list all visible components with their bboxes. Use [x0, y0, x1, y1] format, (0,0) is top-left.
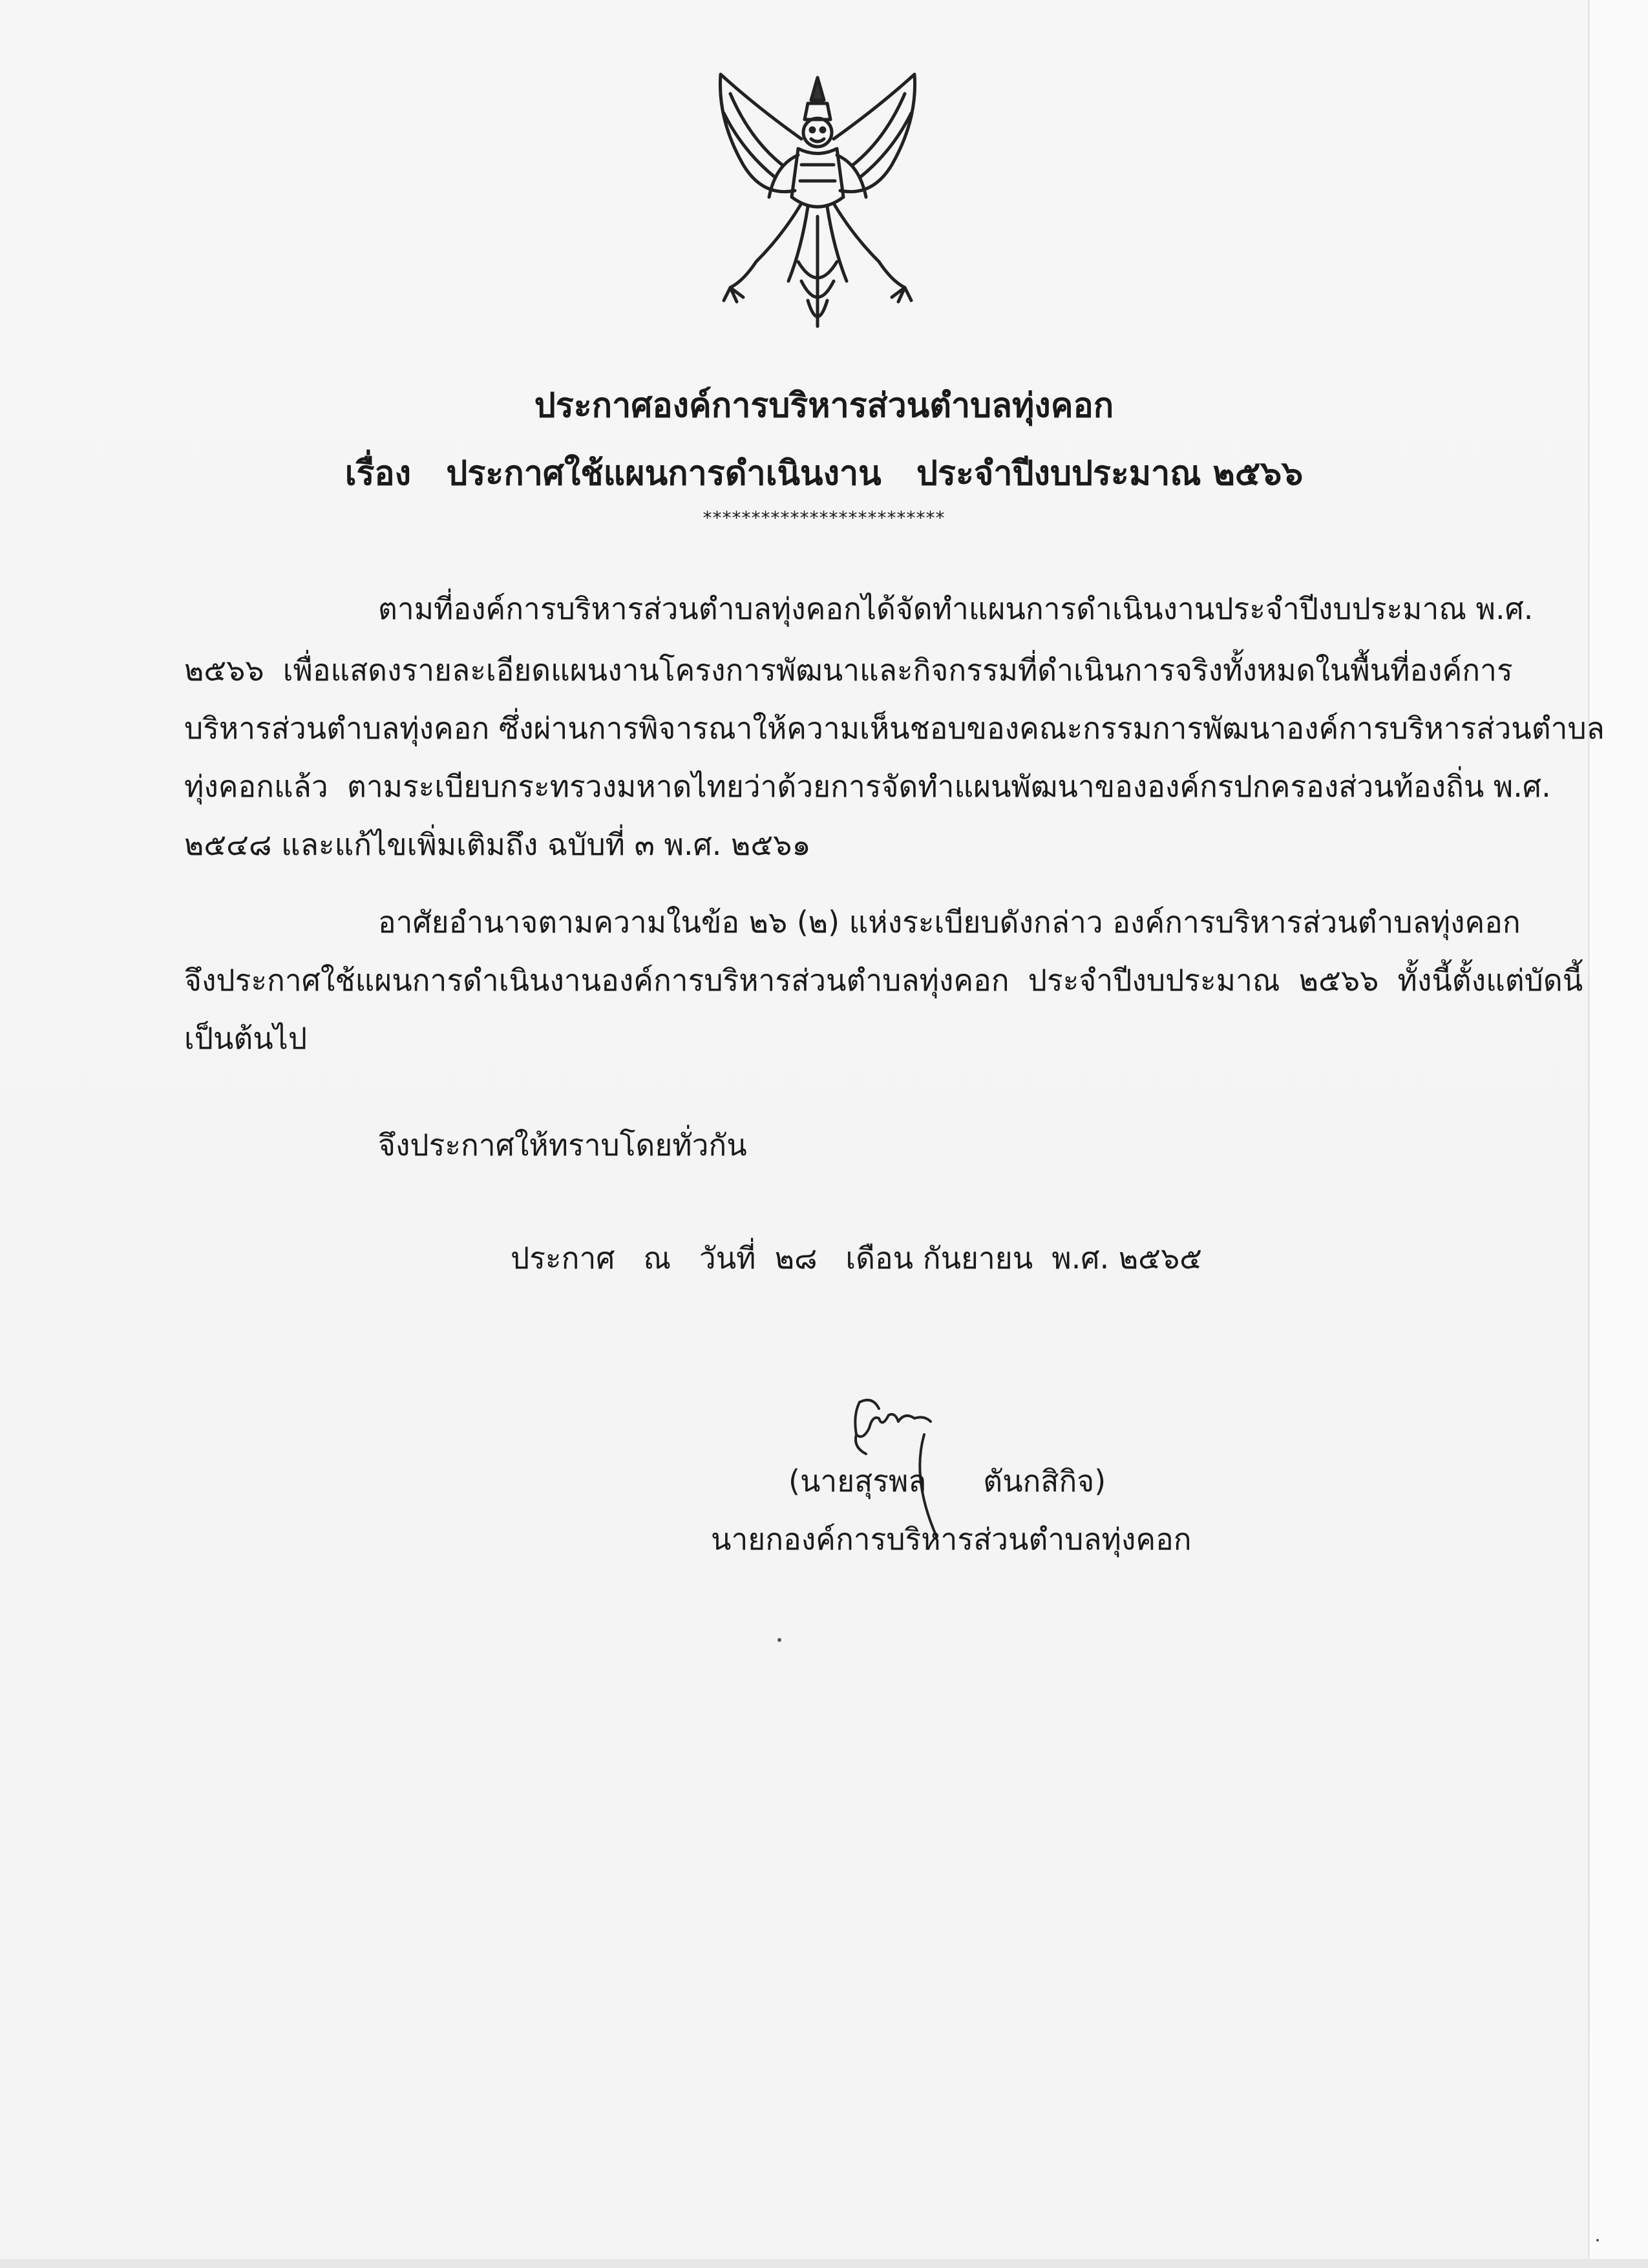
subject-text: ประกาศใช้แผนการดำเนินงาน: [446, 454, 882, 493]
paragraph1-line: ตามที่องค์การบริหารส่วนตำบลทุ่งคอกได้จัดทำแผนการดำเนินงานประจำปีงบประมาณ พ.ศ.: [378, 591, 1534, 626]
document-subject: [0, 446, 1648, 499]
paragraph1-line: ทุ่งคอกแล้ว ตามระเบียบกระทรวงมหาดไทยว่าด้วยการจัดทำแผนพัฒนาขององค์กรปกครองส่วนท้องถิ่น พ.ศ.: [184, 769, 1551, 804]
paragraph2-line: จึงประกาศใช้แผนการดำเนินงานองค์การบริหารส่วนตำบลทุ่งคอก ประจำปีงบประมาณ ๒๕๖๖ ทั้งนี้ตั้งแต่บัดนี้: [184, 963, 1583, 998]
scan-edge-bottom: [0, 2259, 1648, 2268]
paragraph1-line: บริหารส่วนตำบลทุ่งคอก ซึ่งผ่านการพิจารณาให้ความเห็นชอบของคณะกรรมการพัฒนาองค์การบริหารส่วนตำบล: [184, 711, 1605, 746]
announcement-date: ประกาศ ณ วันที่ ๒๘ เดือน กันยายน พ.ศ. ๒๕๖๕: [511, 1241, 1202, 1276]
paragraph1-line: ๒๕๖๖ เพื่อแสดงรายละเอียดแผนงานโครงการพัฒนาและกิจกรรมที่ดำเนินการจริงทั้งหมดในพื้นที่องค์การ: [184, 653, 1513, 688]
garuda-emblem-icon: [704, 68, 931, 339]
paragraph1-line: ๒๕๔๘ และแก้ไขเพิ่มเติมถึง ฉบับที่ ๓ พ.ศ. ๒๕๖๑: [184, 827, 811, 862]
scan-speck: [1596, 2239, 1599, 2242]
signer-name: (นายสุรพล ตันกสิกิจ): [788, 1464, 1106, 1498]
signer-position: นายกองค์การบริหารส่วนตำบลทุ่งคอก: [711, 1522, 1192, 1557]
paragraph2-line: อาศัยอำนาจตามความในข้อ ๒๖ (๒) แห่งระเบียบดังกล่าว องค์การบริหารส่วนตำบลทุ่งคอก: [378, 905, 1521, 940]
paragraph2-line: เป็นต้นไป: [184, 1021, 308, 1056]
subject-label: เรื่อง: [344, 454, 412, 493]
scan-edge: [1588, 0, 1648, 2268]
subject-year: ประจำปีงบประมาณ ๒๕๖๖: [916, 454, 1304, 493]
scan-speck: [777, 1638, 781, 1642]
document-title: ประกาศองค์การบริหารส่วนตำบลทุ่งคอก: [534, 386, 1114, 425]
title-separator: *************************: [703, 507, 945, 529]
closing-statement: จึงประกาศให้ทราบโดยทั่วกัน: [378, 1128, 747, 1162]
